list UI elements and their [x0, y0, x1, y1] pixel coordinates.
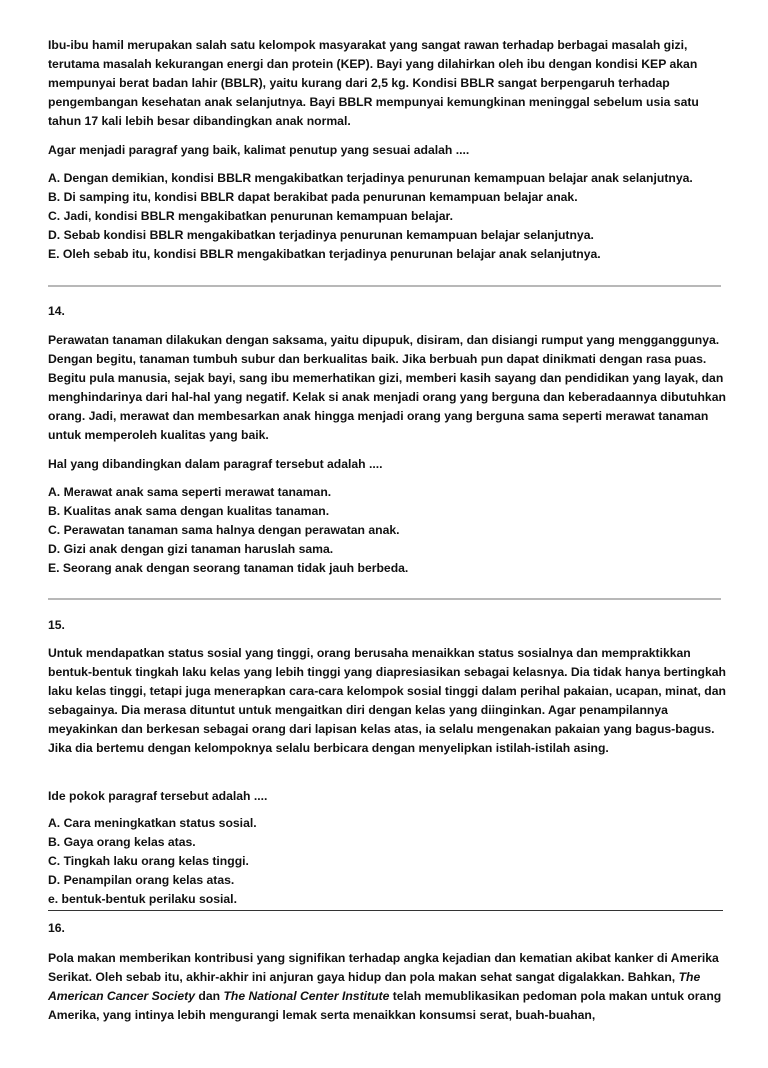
q13-question: Agar menjadi paragraf yang baik, kalimat penutup yang sesuai adalah ....: [48, 143, 470, 157]
q14-question: Hal yang dibandingkan dalam paragraf tersebut adalah ....: [48, 457, 383, 471]
q16-number: 16.: [48, 921, 65, 935]
q15-paragraph: Untuk mendapatkan status sosial yang tinggi, orang berusaha menaikkan status sosialnya dan mempraktikkan bentuk-bentuk tingkah laku kelas yang lebih tinggi yang diapresiasikan sebagai kelasnya. Dia tidak hanya bertingkah laku kelas tinggi, tetapi juga menerapkan cara-cara kelompok sosial tinggi dalam perihal pakaian, ucapan, minat, dan sebagainya. Dia merasa dituntut untuk mengaitkan diri dengan kelas yang diinginkan. Agar penampilannya meyakinkan dan berkesan sebagai orang dari lapisan kelas atas, ia selalu mengenakan pakaian yang bagus-bagus. Jika dia bertemu dengan kelompoknya selalu berbicara dengan menyelipkan istilah-istilah asing.: [48, 646, 726, 756]
q14-number: 14.: [48, 304, 65, 318]
q16-paragraph: [48, 949, 728, 1025]
question-divider: [48, 598, 721, 600]
q15-question: Ide pokok paragraf tersebut adalah ....: [48, 789, 268, 803]
q16-text-2: dan: [195, 989, 224, 1004]
q16-org-national-center-institute: The National Center Institute: [223, 989, 390, 1004]
q14-option-b[interactable]: B. Kualitas anak sama dengan kualitas tanaman.: [48, 504, 330, 518]
q14-option-a[interactable]: A. Merawat anak sama seperti merawat tanaman.: [48, 485, 332, 499]
q13-options: [48, 169, 738, 264]
q13-option-d[interactable]: D. Sebab kondisi BBLR mengakibatkan terjadinya penurunan kemampuan belajar selanjutnya.: [48, 228, 594, 242]
q16-text-1: Pola makan memberikan kontribusi yang signifikan terhadap angka kejadian dan kematian akibat kanker di Amerika Serikat. Oleh sebab itu, akhir-akhir ini anjuran gaya hidup dan pola makan sehat sangat digalakkan. Bahkan,: [48, 951, 719, 985]
q15-option-c[interactable]: C. Tingkah laku orang kelas tinggi.: [48, 854, 249, 868]
q14-paragraph: Perawatan tanaman dilakukan dengan saksama, yaitu dipupuk, disiram, dan disiangi rumput yang mengganggunya. Dengan begitu, tanaman tumbuh subur dan berkualitas baik. Jika berbuah pun dapat dinikmati dengan rasa puas. Begitu pula manusia, sejak bayi, sang ibu memerhatikan gizi, memberi kasih sayang dan pendidikan yang layak, dan menghindarinya dari hal-hal yang negatif. Kelak si anak menjadi orang yang berguna dan keberadaannya dibutuhkan orang. Jadi, merawat dan membesarkan anak hingga menjadi orang yang berguna sama seperti merawat tanaman untuk memperoleh kualitas yang baik.: [48, 333, 726, 443]
q14-option-d[interactable]: D. Gizi anak dengan gizi tanaman haruslah sama.: [48, 542, 334, 556]
q14-option-c[interactable]: C. Perawatan tanaman sama halnya dengan perawatan anak.: [48, 523, 400, 537]
q15-option-b[interactable]: B. Gaya orang kelas atas.: [48, 835, 196, 849]
q15-option-d[interactable]: D. Penampilan orang kelas atas.: [48, 873, 235, 887]
q16-text-3: telah memublikasikan pedoman pola makan untuk orang Amerika, yang intinya lebih mengurangi lemak serta menaikkan konsumsi serat, buah-buahan,: [48, 989, 722, 1023]
question-divider: [48, 285, 721, 287]
q15-option-a[interactable]: A. Cara meningkatkan status sosial.: [48, 816, 257, 830]
q13-option-e[interactable]: E. Oleh sebab itu, kondisi BBLR mengakibatkan terjadinya penurunan belajar anak selanjutnya.: [48, 247, 601, 261]
q13-option-c[interactable]: C. Jadi, kondisi BBLR mengakibatkan penurunan kemampuan belajar.: [48, 209, 453, 223]
q14-options: [48, 483, 738, 578]
q15-number: 15.: [48, 618, 65, 632]
q16-org-american-cancer-society: The American Cancer Society: [48, 970, 701, 1004]
q13-paragraph: Ibu-ibu hamil merupakan salah satu kelompok masyarakat yang sangat rawan terhadap berbagai masalah gizi, terutama masalah kekurangan energi dan protein (KEP). Bayi yang dilahirkan oleh ibu dengan kondisi KEP akan mempunyai berat badan lahir (BBLR), yaitu kurang dari 2,5 kg. Kondisi BBLR sangat berpengaruh terhadap pengembangan kesehatan anak selanjutnya. Bayi BBLR mempunyai kemungkinan meninggal sebelum usia satu tahun 17 kali lebih besar dibandingkan anak normal.: [48, 38, 699, 129]
q14-option-e[interactable]: E. Seorang anak dengan seorang tanaman tidak jauh berbeda.: [48, 561, 409, 575]
q13-option-a[interactable]: A. Dengan demikian, kondisi BBLR mengakibatkan terjadinya penurunan kemampuan belajar anak selanjutnya.: [48, 171, 693, 185]
q15-option-e[interactable]: e. bentuk-bentuk perilaku sosial.: [48, 892, 237, 906]
q15-options: [48, 814, 738, 909]
question-divider: [48, 910, 723, 911]
q13-option-b[interactable]: B. Di samping itu, kondisi BBLR dapat berakibat pada penurunan kemampuan belajar anak.: [48, 190, 578, 204]
